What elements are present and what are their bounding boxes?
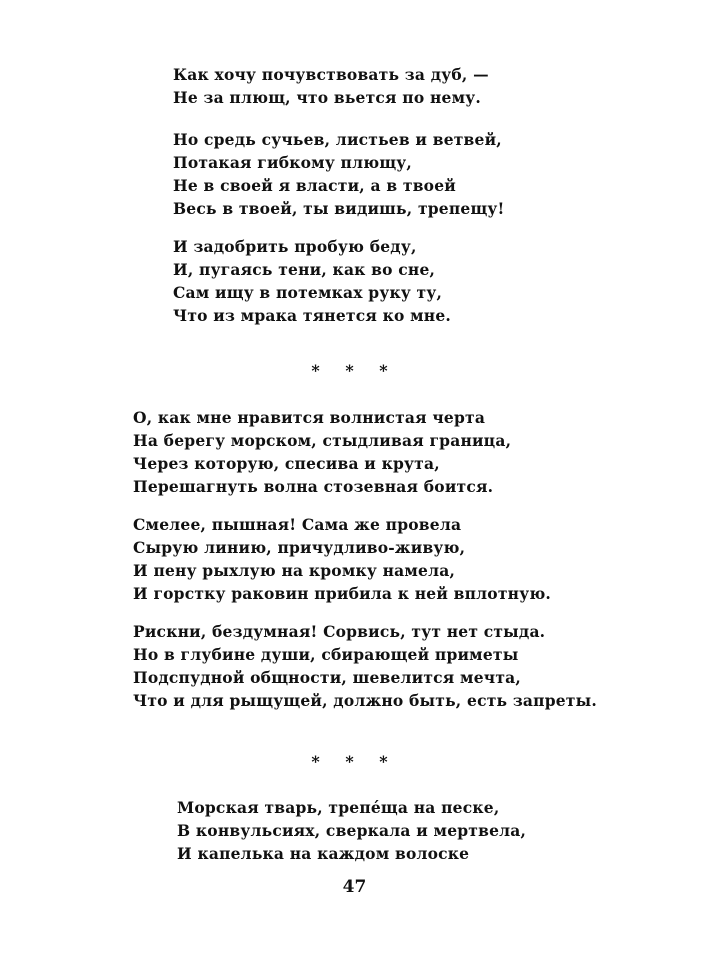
verse-line: И капелька на каждом волоске xyxy=(177,844,470,863)
poem1-stanza-3 xyxy=(173,235,451,327)
verse-line: Не за плющ, что вьется по нему. xyxy=(173,88,481,107)
verse-line: Смелее, пышная! Сама же провела xyxy=(133,515,462,534)
verse-line: И задобрить пробую беду, xyxy=(173,237,417,256)
page-number: 47 xyxy=(342,877,367,897)
poem2-stanza-2 xyxy=(133,513,551,605)
verse-line: Сырую линию, причудливо-живую, xyxy=(133,538,466,557)
verse-line: Что из мрака тянется ко мне. xyxy=(173,306,452,325)
poem2-stanza-3 xyxy=(133,620,597,712)
verse-line: Через которую, спесива и крута, xyxy=(133,454,440,473)
verse-line: В конвульсиях, сверкала и мертвела, xyxy=(177,821,527,840)
poem3-stanza-1 xyxy=(177,796,526,865)
verse-line: Но средь сучьев, листьев и ветвей, xyxy=(173,130,502,149)
verse-line: Весь в твоей, ты видишь, трепещу! xyxy=(173,199,505,218)
poem2-stanza-1 xyxy=(133,406,511,498)
verse-line: Подспудной общности, шевелится мечта, xyxy=(133,668,521,687)
verse-line: Но в глубине души, сбирающей приметы xyxy=(133,645,519,664)
asterism-separator: * * * xyxy=(311,361,398,380)
verse-line: Не в своей я власти, а в твоей xyxy=(173,176,456,195)
poem1-stanza-1 xyxy=(173,63,489,109)
verse-line: Перешагнуть волна стозевная боится. xyxy=(133,477,494,496)
verse-line: Потакая гибкому плющу, xyxy=(173,153,413,172)
verse-line: Что и для рыщущей, должно быть, есть запреты. xyxy=(133,691,597,710)
asterism-separator: * * * xyxy=(311,752,398,771)
verse-line: Морская тварь, трепéща на песке, xyxy=(177,798,500,817)
verse-line: Как хочу почувствовать за дуб, — xyxy=(173,65,489,84)
verse-line: Сам ищу в потемках руку ту, xyxy=(173,283,443,302)
verse-line: И горстку раковин прибила к ней вплотную. xyxy=(133,584,552,603)
verse-line: На берегу морском, стыдливая граница, xyxy=(133,431,512,450)
verse-line: И, пугаясь тени, как во сне, xyxy=(173,260,436,279)
poem1-stanza-2 xyxy=(173,128,505,220)
verse-line: И пену рыхлую на кромку намела, xyxy=(133,561,456,580)
verse-line: Рискни, бездумная! Сорвись, тут нет стыда. xyxy=(133,622,546,641)
verse-line: О, как мне нравится волнистая черта xyxy=(133,408,486,427)
